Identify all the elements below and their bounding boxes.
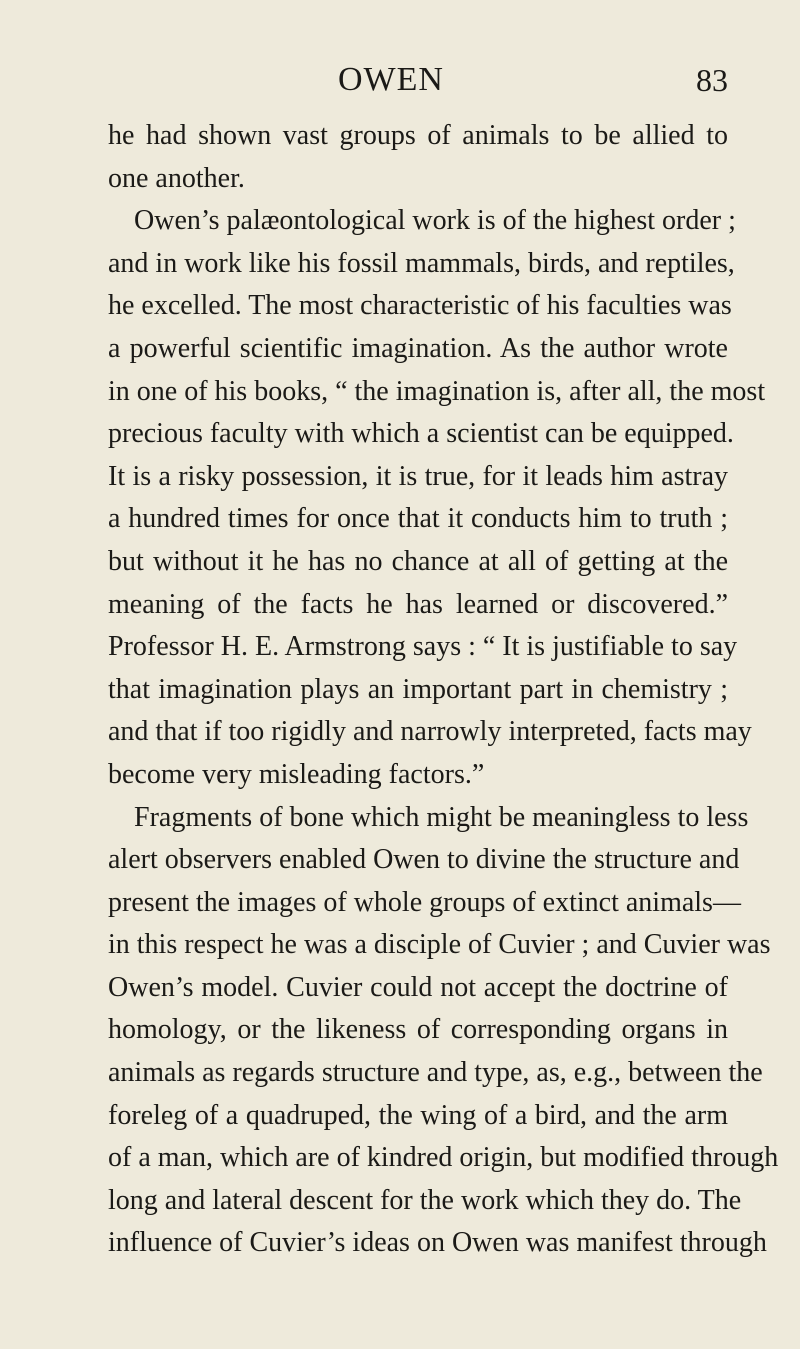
text-line: meaning of the facts he has learned or discovered.” [108, 588, 728, 620]
text-line: one another. [108, 162, 245, 194]
text-line: Fragments of bone which might be meaningless to less [134, 801, 749, 833]
body-text [108, 115, 779, 1265]
text-line: in one of his books, “ the imagination is, after all, the most [108, 375, 766, 407]
text-line: present the images of whole groups of extinct animals— [108, 886, 741, 918]
text-line: and that if too rigidly and narrowly interpreted, facts may [108, 716, 752, 748]
text-line: that imagination plays an important part in chemistry ; [108, 673, 728, 705]
text-line: in this respect he was a disciple of Cuvier ; and Cuvier was [108, 929, 771, 961]
text-line: and in work like his fossil mammals, birds, and reptiles, [108, 247, 735, 279]
text-line: a powerful scientific imagination. As the author wrote [108, 332, 728, 364]
page-number: 83 [696, 62, 728, 98]
text-line: become very misleading factors.” [108, 758, 485, 790]
text-line: alert observers enabled Owen to divine the structure and [108, 844, 740, 876]
text-line: influence of Cuvier’s ideas on Owen was manifest through [108, 1227, 767, 1259]
text-line: he had shown vast groups of animals to be allied to [108, 120, 728, 151]
text-line: Professor H. E. Armstrong says : “ It is justifiable to say [108, 631, 738, 663]
text-line: long and lateral descent for the work which they do. The [108, 1184, 742, 1216]
text-line: homology, or the likeness of corresponding organs in [108, 1014, 728, 1046]
text-line: It is a risky possession, it is true, for it leads him astray [108, 460, 728, 492]
text-line: a hundred times for once that it conducts him to truth ; [108, 503, 728, 535]
text-line: of a man, which are of kindred origin, but modified through [108, 1142, 779, 1174]
running-head [0, 60, 800, 100]
text-line: Owen’s palæontological work is of the highest order ; [134, 205, 736, 237]
text-line: foreleg of a quadruped, the wing of a bird, and the arm [108, 1099, 728, 1131]
text-line: precious faculty with which a scientist can be equipped. [108, 418, 734, 450]
text-line: he excelled. The most characteristic of his faculties was [108, 290, 732, 322]
text-line: Owen’s model. Cuvier could not accept the doctrine of [108, 971, 728, 1003]
text-line: animals as regards structure and type, as, e.g., between the [108, 1057, 763, 1089]
running-title: OWEN [338, 61, 444, 98]
text-line: but without it he has no chance at all of getting at the [108, 545, 728, 577]
